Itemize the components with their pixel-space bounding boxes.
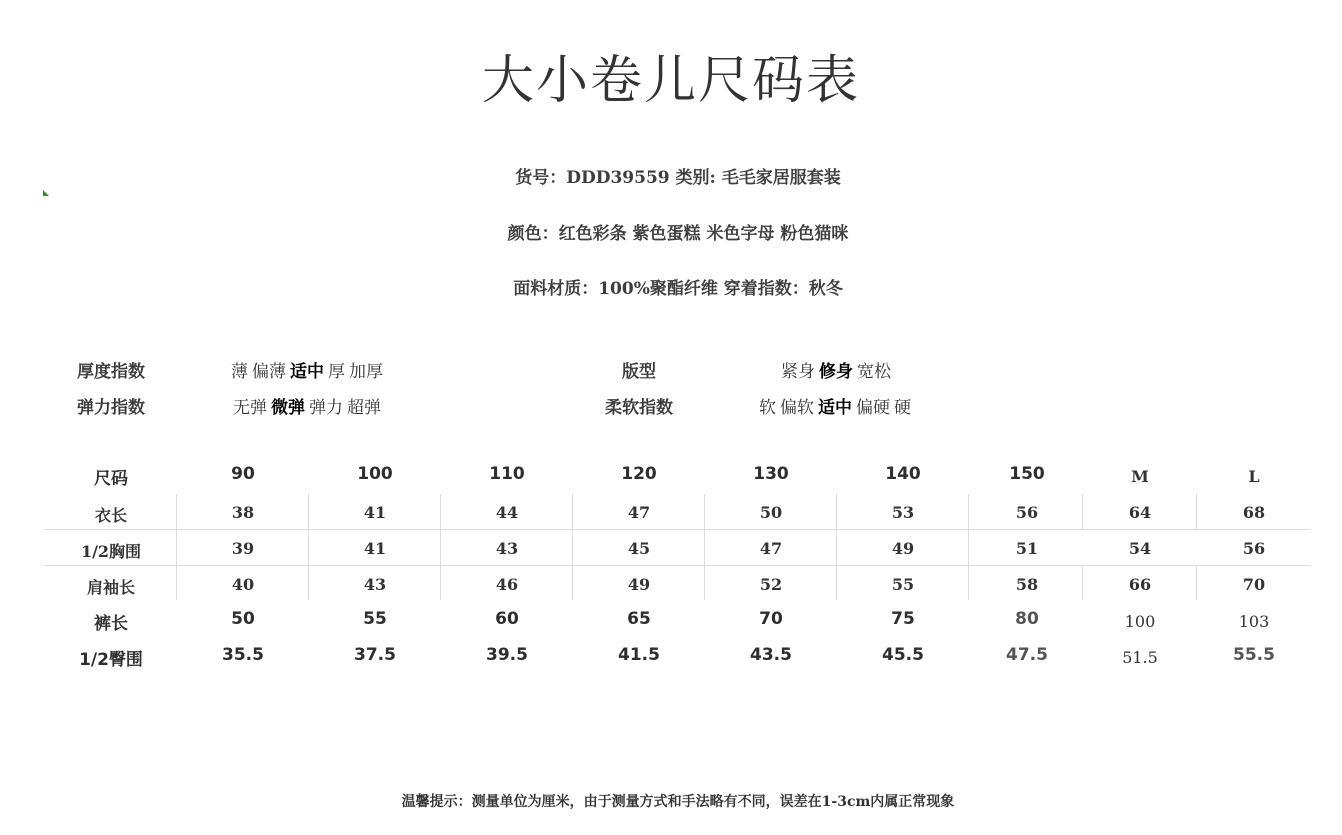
elasticity-label: 弹力指数 [77,398,145,418]
table-cell: 40 [231,575,255,594]
table-cell: 38 [231,503,255,522]
table-cell: 51 [1015,539,1039,558]
softness-label: 柔软指数 [605,398,673,418]
elasticity-option-selected: 微弹 [271,398,305,418]
grid-line [1196,494,1197,529]
table-cell: 45 [627,539,651,558]
table-cell: 45.5 [882,645,924,665]
grid-line [44,529,1310,530]
softness-option: 偏软 [780,398,814,418]
size-header-140: 140 [885,464,921,484]
row-label: 1/2臀围 [79,650,143,670]
table-cell: 100 [1124,612,1156,631]
softness-option: 硬 [894,398,911,418]
row-label: 肩袖长 [86,578,135,597]
table-cell: 55 [363,609,387,629]
size-header-100: 100 [357,464,393,484]
thickness-option: 薄 [231,362,248,382]
fit-option: 紧身 [781,362,815,382]
softness-option: 偏硬 [856,398,890,418]
size-header-110: 110 [489,464,525,484]
thickness-option-selected: 适中 [290,362,324,382]
grid-line [1082,565,1083,600]
table-cell: 43.5 [750,645,792,665]
row-label: 裤长 [94,614,128,634]
table-cell: 75 [891,609,915,629]
table-cell: 43 [495,539,519,558]
table-cell: 70 [1242,575,1266,594]
table-cell: 58 [1015,575,1039,594]
thickness-label: 厚度指数 [77,362,145,382]
measurement-note: 温馨提示：测量单位为厘米，由于测量方式和手法略有不同，误差在1-3cm内属正常现象 [401,794,955,810]
elasticity-options [233,393,385,418]
table-cell: 41 [363,503,387,522]
thickness-option: 厚 [328,362,345,382]
size-header-90: 90 [231,464,255,484]
table-cell: 41 [363,539,387,558]
fit-label: 版型 [622,362,656,382]
table-cell: 56 [1015,503,1039,522]
table-cell: 56 [1242,539,1266,558]
size-header-M: M [1131,467,1149,486]
table-cell: 37.5 [354,645,396,665]
grid-line [176,494,177,600]
table-cell: 44 [495,503,519,522]
fit-option: 宽松 [857,362,891,382]
size-header-L: L [1248,467,1260,486]
table-cell: 47 [627,503,651,522]
product-code-category: 货号：DDD39559 类别: 毛毛家居服套装 [515,168,841,188]
row-label: 衣长 [94,506,127,525]
product-material-season: 面料材质：100%聚酯纤维 穿着指数：秋冬 [513,279,843,299]
table-cell: 41.5 [618,645,660,665]
row-label: 1/2胸围 [80,542,142,561]
table-cell: 52 [759,575,783,594]
table-cell: 55 [891,575,915,594]
grid-line [440,494,441,600]
table-cell: 60 [495,609,519,629]
table-cell: 64 [1128,503,1152,522]
table-cell: 35.5 [222,645,264,665]
table-cell: 43 [363,575,387,594]
grid-line [836,494,837,600]
grid-line [704,494,705,600]
softness-option-selected: 适中 [818,398,852,418]
table-cell: 46 [495,575,519,594]
size-header-150: 150 [1009,464,1045,484]
table-cell: 65 [627,609,651,629]
table-cell: 49 [891,539,915,558]
softness-options [759,393,915,418]
table-cell: 49 [627,575,651,594]
grid-line [308,494,309,600]
fit-option-selected: 修身 [819,362,853,382]
thickness-option: 加厚 [349,362,383,382]
grid-line [968,494,969,600]
table-cell: 66 [1128,575,1152,594]
table-cell: 53 [891,503,915,522]
decorative-mark [43,190,49,196]
elasticity-option: 超弹 [347,398,381,418]
page-title: 大小卷儿尺码表 [481,51,860,111]
elasticity-option: 弹力 [309,398,343,418]
grid-line [572,494,573,600]
grid-line [1082,494,1083,529]
table-cell: 50 [231,609,255,629]
table-cell: 68 [1242,503,1266,522]
fit-options [781,357,895,382]
size-header-130: 130 [753,464,789,484]
table-cell: 50 [759,503,783,522]
size-header-120: 120 [621,464,657,484]
softness-option: 软 [759,398,776,418]
grid-line [44,565,1310,566]
table-cell: 39.5 [486,645,528,665]
grid-line [1196,565,1197,600]
table-cell: 80 [1015,609,1039,629]
thickness-options [231,357,387,382]
table-cell: 47.5 [1006,645,1048,665]
table-cell: 54 [1128,539,1152,558]
table-cell: 51.5 [1122,648,1158,667]
elasticity-option: 无弹 [233,398,267,418]
table-cell: 70 [759,609,783,629]
thickness-option: 偏薄 [252,362,286,382]
table-cell: 55.5 [1233,645,1275,665]
table-cell: 103 [1238,612,1270,631]
product-colors: 颜色：红色彩条 紫色蛋糕 米色字母 粉色猫咪 [507,224,849,244]
table-cell: 47 [759,539,783,558]
size-header-label: 尺码 [94,469,128,489]
table-cell: 39 [231,539,255,558]
